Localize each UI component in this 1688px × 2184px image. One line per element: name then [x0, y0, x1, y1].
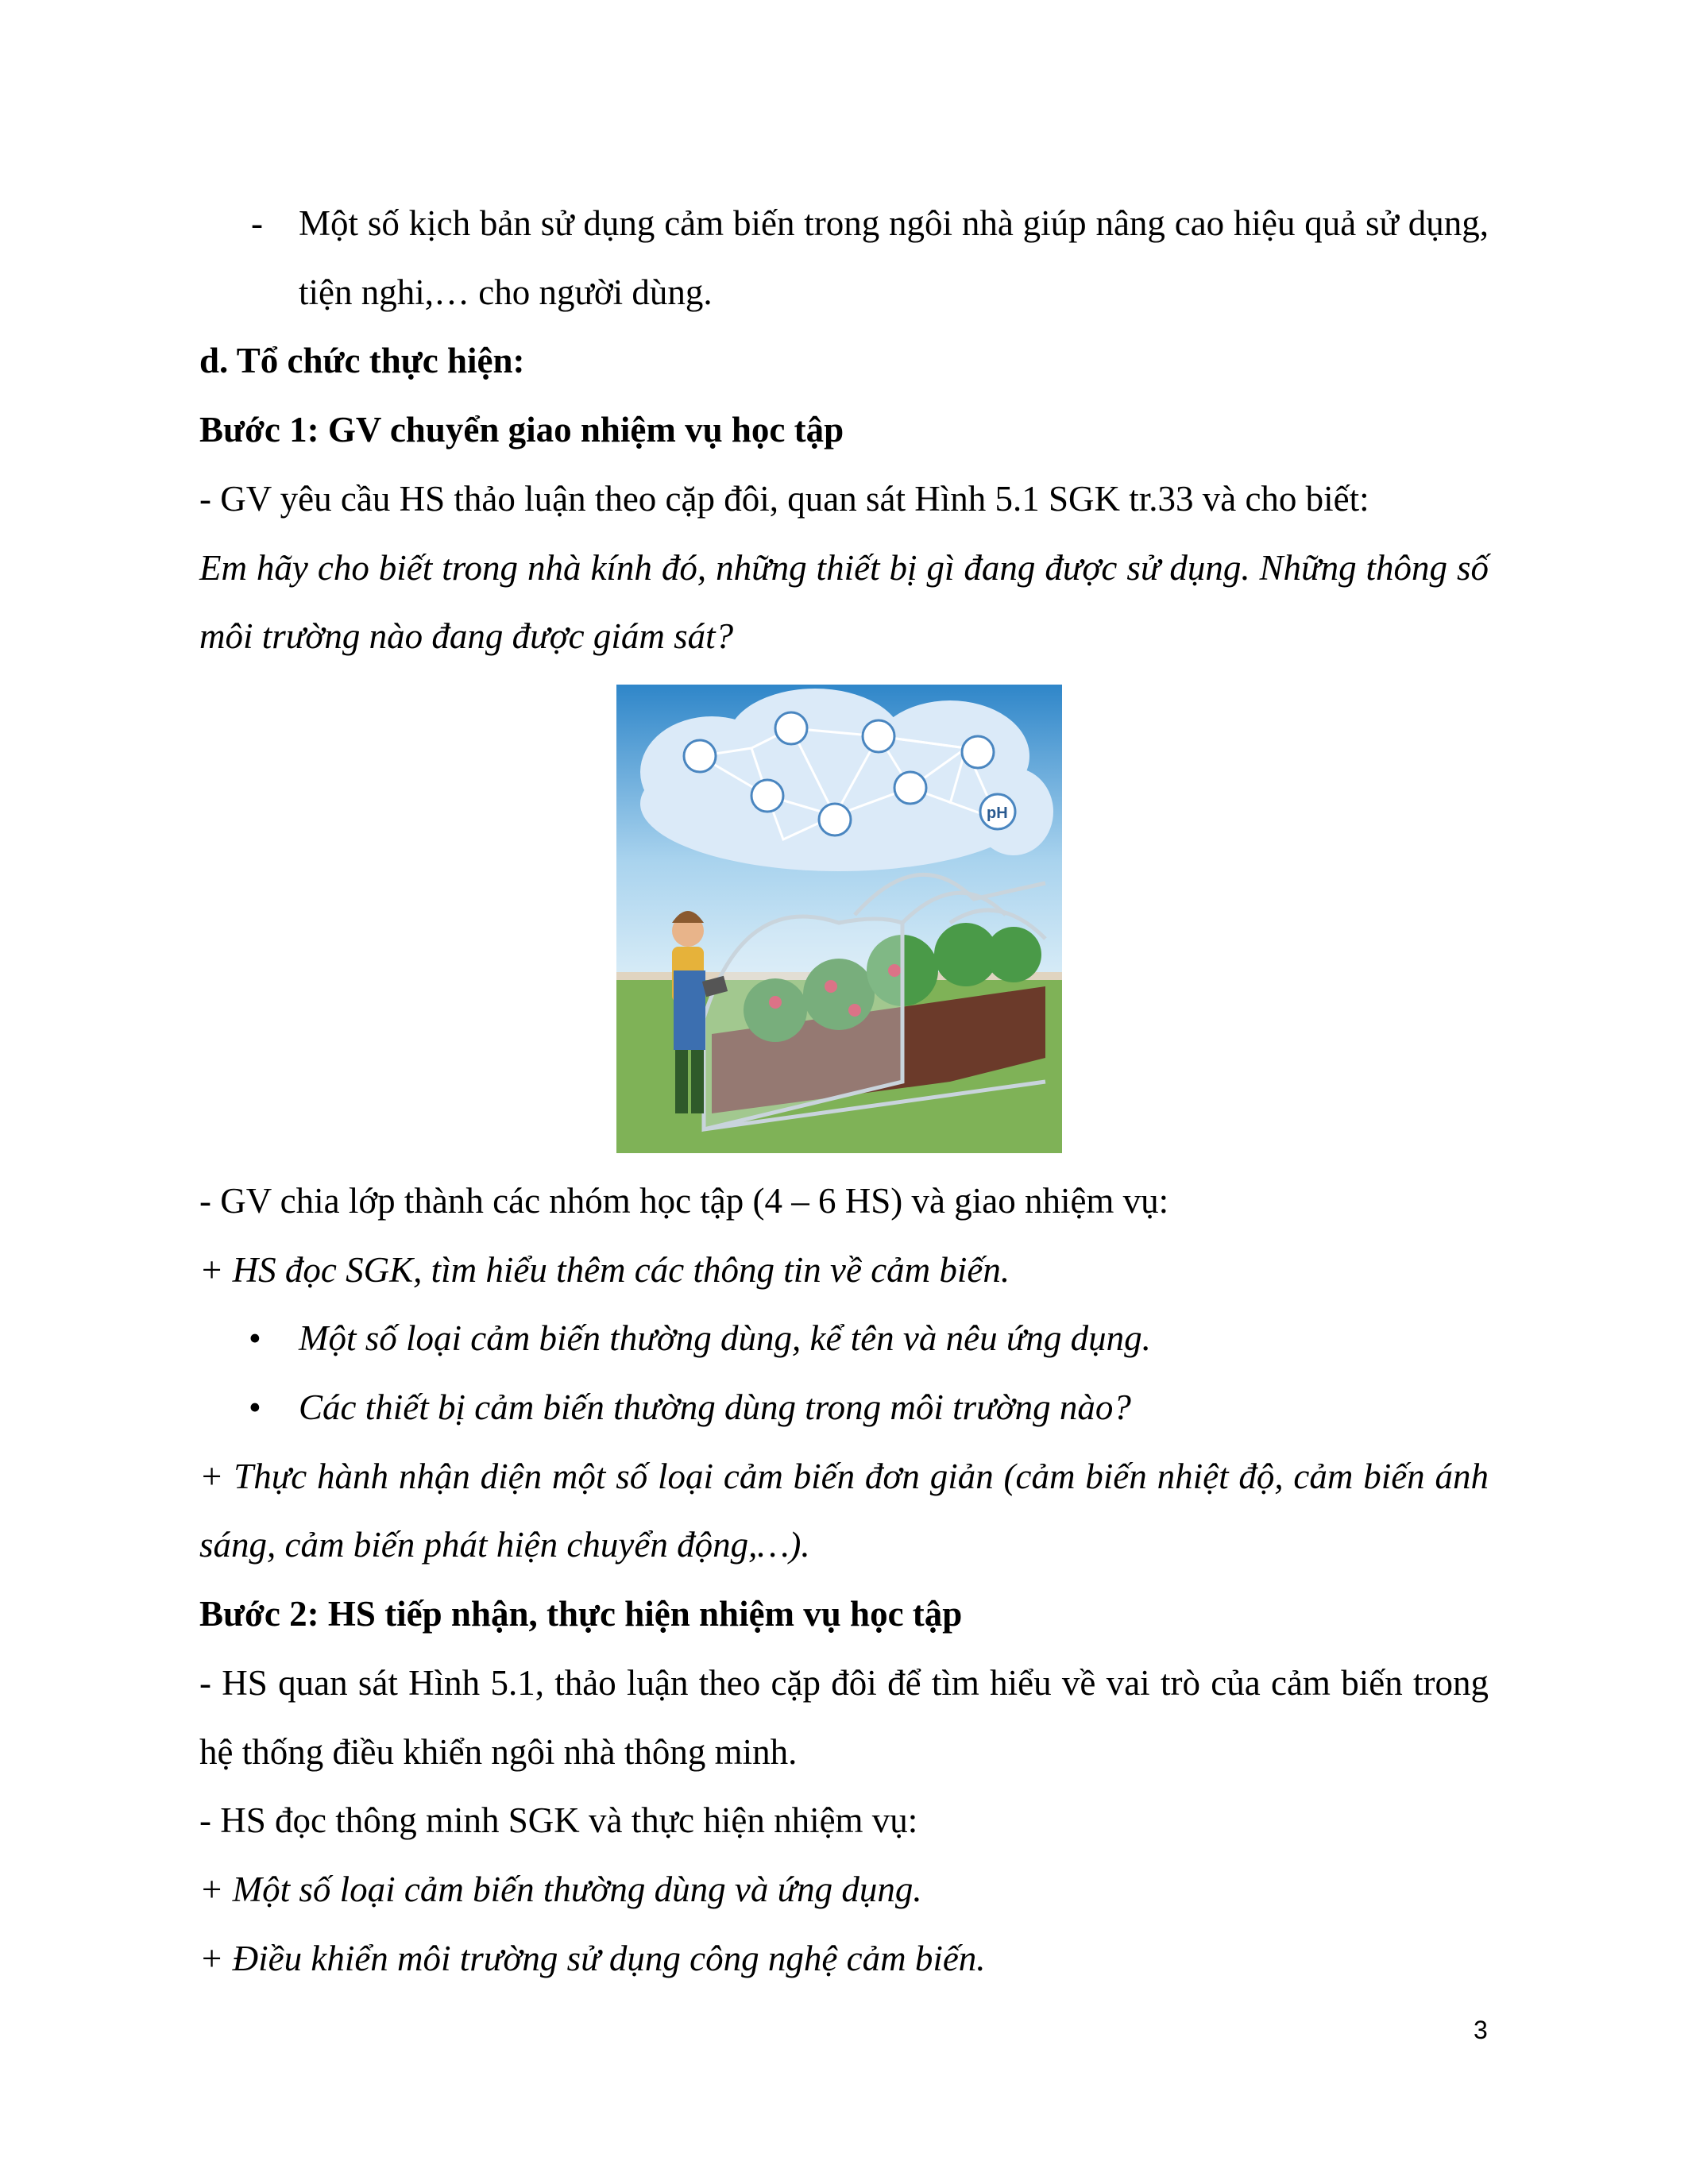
- document-page: [199, 189, 1489, 1993]
- paragraph: + Thực hành nhận diện một số loại cảm biến đơn giản (cảm biến nhiệt độ, cảm biến ánh sáng, cảm biến phát hiện chuyển động,…).: [199, 1456, 1489, 1565]
- heading-step-1: Bước 1: GV chuyển giao nhiệm vụ học tập: [199, 410, 844, 450]
- question: Em hãy cho biết trong nhà kính đó, những thiết bị gì đang được sử dụng. Những thông số môi trường nào đang được giám sát?: [199, 547, 1489, 657]
- dash-item: [199, 189, 1489, 326]
- paragraph: + Điều khiển môi trường sử dụng công nghệ cảm biến.: [199, 1938, 986, 1978]
- greenhouse-illustration: [616, 685, 1062, 1153]
- dash-marker: -: [251, 203, 263, 243]
- paragraph: - HS đọc thông minh SGK và thực hiện nhiệm vụ:: [199, 1800, 918, 1841]
- figure-greenhouse: [199, 685, 1489, 1153]
- heading-step-2: Bước 2: HS tiếp nhận, thực hiện nhiệm vụ học tập: [199, 1594, 963, 1634]
- paragraph: Một số kịch bản sử dụng cảm biến trong ngôi nhà giúp nâng cao hiệu quả sử dụng, tiện nghi,… cho người dùng.: [299, 203, 1489, 312]
- page-number: 3: [1474, 2016, 1488, 2044]
- paragraph: + HS đọc SGK, tìm hiểu thêm các thông tin về cảm biến.: [199, 1249, 1010, 1290]
- bullet-text: Các thiết bị cảm biến thường dùng trong môi trường nào?: [299, 1387, 1131, 1428]
- bullet-item: [199, 1304, 1489, 1373]
- bullet-text: Một số loại cảm biến thường dùng, kể tên và nêu ứng dụng.: [299, 1318, 1151, 1359]
- paragraph: - HS quan sát Hình 5.1, thảo luận theo cặp đôi để tìm hiểu về vai trò của cảm biến trong hệ thống điều khiển ngôi nhà thông minh.: [199, 1662, 1489, 1772]
- bullet-item: [199, 1373, 1489, 1442]
- ph-label: pH: [987, 804, 1008, 822]
- heading-organize: d. Tổ chức thực hiện:: [199, 341, 525, 381]
- paragraph: + Một số loại cảm biến thường dùng và ứng dụng.: [199, 1869, 922, 1909]
- bullet-marker: •: [249, 1387, 261, 1428]
- paragraph: - GV yêu cầu HS thảo luận theo cặp đôi, quan sát Hình 5.1 SGK tr.33 và cho biết:: [199, 478, 1369, 519]
- paragraph: - GV chia lớp thành các nhóm học tập (4 – 6 HS) và giao nhiệm vụ:: [199, 1180, 1169, 1221]
- bullet-marker: •: [249, 1318, 261, 1359]
